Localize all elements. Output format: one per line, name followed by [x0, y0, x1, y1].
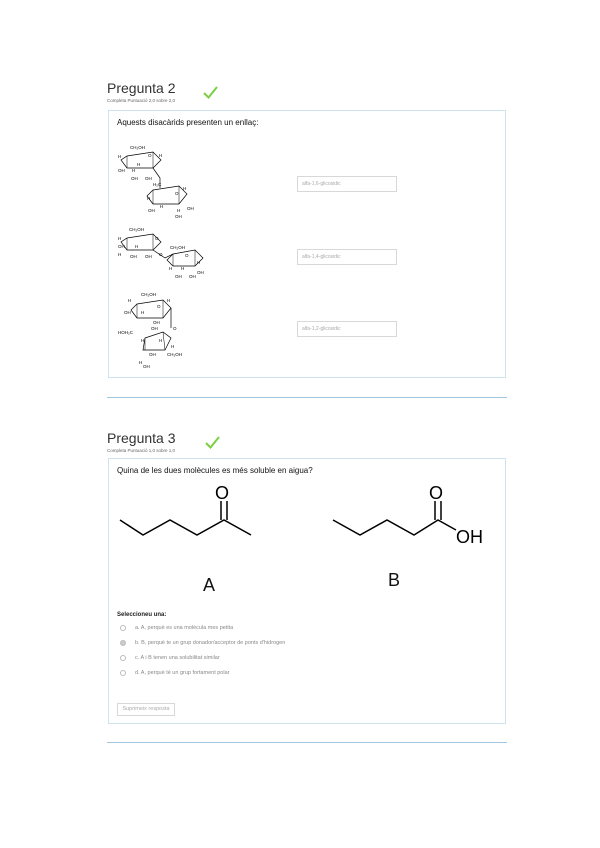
mol1-label: H — [177, 208, 181, 213]
mol2-label: H — [181, 266, 185, 271]
mol1-label: OH — [175, 214, 182, 219]
mol3-label: H — [128, 298, 132, 303]
mol2-label: OH — [175, 274, 182, 279]
question-3-title: Pregunta 3 — [107, 430, 176, 446]
mol1-label: O — [175, 191, 179, 196]
mol2-label: H — [118, 236, 122, 241]
option-a[interactable] — [120, 625, 233, 631]
disaccharide-2-structure — [115, 226, 210, 286]
mol3-label: OH — [151, 326, 158, 331]
mol3-label: OH — [149, 352, 156, 357]
option-b[interactable] — [120, 640, 285, 646]
question-3-text: Quina de les dues molècules es més soluble en aigua? — [117, 466, 313, 475]
hydroxyl-label-b: OH — [456, 527, 483, 547]
mol2-label: CH₂OH — [170, 245, 185, 250]
mol3-label: H — [141, 310, 145, 315]
mol2-label: O — [159, 252, 163, 257]
mol3-label: OH — [153, 320, 160, 325]
disaccharide-1-structure — [115, 142, 205, 222]
radio-a[interactable] — [120, 625, 126, 631]
question-3-header — [107, 430, 176, 453]
mol3-label: O — [157, 304, 161, 309]
mol1-label: H — [160, 204, 164, 209]
mol1-label: OH — [118, 168, 125, 173]
answer-select-2[interactable]: alfa-1,4-glicosidic — [297, 249, 397, 265]
mol2-label: O — [185, 253, 189, 258]
disaccharide-3-structure — [115, 290, 210, 372]
select-one-label: Seleccioneu una: — [117, 612, 167, 618]
option-d-label: d. A, perquè té un grup fortament polar — [135, 670, 230, 676]
answer-select-1[interactable]: alfa-1,6-glicosidic — [297, 176, 397, 192]
mol3-label: H — [167, 298, 171, 303]
option-c-label: c. A i B tenen una solubilitat similar — [135, 655, 220, 661]
mol2-label: OH — [145, 254, 152, 259]
mol3-label: H — [141, 338, 145, 343]
question-2-header — [107, 80, 176, 103]
check-icon — [203, 86, 218, 99]
option-d[interactable] — [120, 670, 229, 676]
mol3-label: O — [173, 326, 177, 331]
radio-c[interactable] — [120, 655, 126, 661]
mol2-label: OH — [189, 274, 196, 279]
mol2-label: H — [197, 260, 201, 265]
clear-answer-button[interactable]: Suprimeix resposta — [117, 703, 175, 716]
label-b: B — [388, 570, 401, 590]
oxygen-label-a: O — [215, 483, 230, 503]
question-2-meta: Completa Puntuació 2,0 sobre 2,0 — [107, 98, 176, 103]
mol2-label: H — [135, 244, 139, 249]
mol1-label: O — [148, 153, 152, 158]
mol1-label: H₂C — [153, 182, 162, 187]
divider — [107, 742, 507, 743]
divider — [107, 397, 507, 398]
radio-b[interactable] — [120, 640, 126, 646]
molecule-b-structure — [328, 480, 493, 550]
mol3-label: HOH₂C — [118, 330, 133, 335]
option-c[interactable] — [120, 655, 220, 661]
mol3-label: H — [139, 360, 143, 365]
mol1-label: H — [147, 196, 151, 201]
check-icon — [205, 436, 220, 449]
mol3-label: OH — [124, 310, 131, 315]
mol3-label: H — [171, 344, 175, 349]
question-2-text: Aquests disacàrids presenten un enllaç: — [117, 118, 259, 127]
mol1-label: H — [183, 186, 187, 191]
question-2-title: Pregunta 2 — [107, 80, 176, 96]
mol2-label: CH₂OH — [129, 227, 144, 232]
label-a: A — [203, 575, 216, 595]
option-a-label: a. A, perquè es una molècula mes petita — [135, 625, 234, 631]
mol2-label: OH — [197, 270, 204, 275]
option-b-label: b. B, perquè te un grup donador/acceptor de ponts d'hidrogen — [135, 640, 286, 646]
mol3-label: CH₂OH — [141, 292, 156, 297]
answer-select-3[interactable]: alfa-1,2-glicosidic — [297, 321, 397, 337]
mol1-label: H — [132, 168, 136, 173]
mol1-label: OH — [148, 208, 155, 213]
radio-d[interactable] — [120, 670, 126, 676]
mol2-label: OH — [118, 244, 125, 249]
mol1-label: OH — [145, 176, 152, 181]
mol2-label: OH — [130, 254, 137, 259]
mol1-label: OH — [131, 176, 138, 181]
mol1-label: H — [118, 154, 122, 159]
mol3-label: OH — [143, 364, 150, 369]
mol1-label: OH — [187, 206, 194, 211]
question-3-meta: Completa Puntuació 1,0 sobre 1,0 — [107, 448, 176, 453]
mol3-label: CH₂OH — [167, 352, 182, 357]
mol2-label: H — [118, 252, 122, 257]
mol2-label: O — [155, 236, 159, 241]
mol1-label: H — [137, 162, 141, 167]
mol1-label: CH₂OH — [130, 145, 145, 150]
oxygen-label-b: O — [429, 483, 444, 503]
molecule-a-structure — [115, 480, 260, 550]
mol2-label: H — [169, 266, 173, 271]
mol3-label: H — [159, 338, 163, 343]
mol1-label: H — [159, 153, 163, 158]
